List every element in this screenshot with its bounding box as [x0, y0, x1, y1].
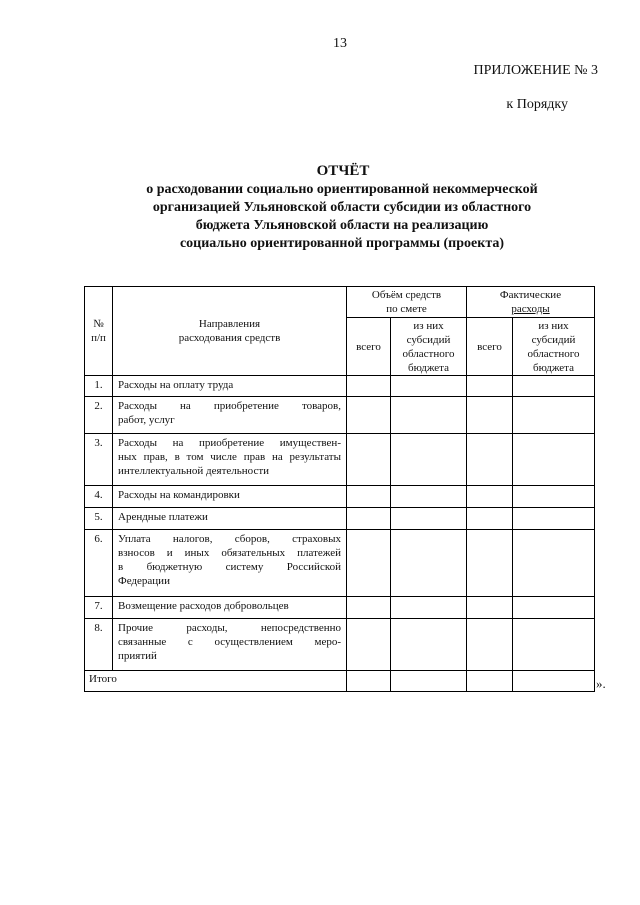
row-direction: Расходы на приобретение имуществен- ных прав, в том числе прав на результаты интеллектуальной деятельности: [113, 434, 347, 486]
cell-budget-total: [347, 397, 391, 434]
table-row: [85, 434, 595, 486]
subtitle-line: бюджета Ульяновской области на реализацию: [195, 218, 489, 233]
table-row: [85, 397, 595, 434]
closing-quote: ».: [596, 676, 606, 691]
cell-budget-total: [347, 597, 391, 619]
cell-actual-total: [467, 434, 513, 486]
report-subtitle: [110, 181, 574, 253]
table-row: [85, 376, 595, 397]
cell-budget-subsidy: [391, 376, 467, 397]
row-direction: Арендные платежи: [113, 508, 347, 530]
row-number: 4.: [85, 486, 113, 508]
row-number: 8.: [85, 619, 113, 671]
cell-actual-subsidy: [513, 671, 595, 692]
order-reference: к Порядку: [506, 97, 568, 112]
total-label: Итого: [85, 671, 347, 692]
table-row: [85, 597, 595, 619]
cell-actual-subsidy: [513, 376, 595, 397]
row-number: 5.: [85, 508, 113, 530]
cell-budget-total: [347, 671, 391, 692]
total-row: [85, 671, 595, 692]
cell-budget-subsidy: [391, 397, 467, 434]
subheader-budget-subsidy: из них субсидий областного бюджета: [391, 318, 467, 376]
row-number: 7.: [85, 597, 113, 619]
cell-actual-total: [467, 597, 513, 619]
header-num: № п/п: [85, 287, 113, 376]
row-direction: Расходы на оплату труда: [113, 376, 347, 397]
cell-budget-total: [347, 376, 391, 397]
subtitle-line: социально ориентированной программы (проекта): [179, 236, 505, 251]
row-direction: Уплата налогов, сборов, страховых взносов и иных обязательных платежей в бюджетную систему Российской Федерации: [113, 530, 347, 597]
expense-report-table: [84, 286, 595, 692]
page-number: 13: [333, 36, 347, 51]
cell-actual-subsidy: [513, 597, 595, 619]
cell-actual-total: [467, 508, 513, 530]
table-row: [85, 486, 595, 508]
header-direction: Направления расходования средств: [113, 287, 347, 376]
cell-actual-total: [467, 397, 513, 434]
row-number: 2.: [85, 397, 113, 434]
cell-budget-total: [347, 508, 391, 530]
cell-budget-total: [347, 486, 391, 508]
cell-actual-total: [467, 486, 513, 508]
header-budget: Объём средств по смете: [347, 287, 467, 318]
cell-budget-subsidy: [391, 486, 467, 508]
cell-budget-subsidy: [391, 434, 467, 486]
cell-budget-subsidy: [391, 671, 467, 692]
cell-budget-subsidy: [391, 619, 467, 671]
subheader-actual-total: всего: [467, 318, 513, 376]
table-row: [85, 530, 595, 597]
cell-actual-subsidy: [513, 397, 595, 434]
cell-budget-total: [347, 619, 391, 671]
subheader-budget-total: всего: [347, 318, 391, 376]
cell-budget-subsidy: [391, 597, 467, 619]
appendix-label: ПРИЛОЖЕНИЕ № 3: [473, 63, 598, 78]
cell-actual-total: [467, 530, 513, 597]
row-number: 6.: [85, 530, 113, 597]
cell-actual-subsidy: [513, 530, 595, 597]
cell-actual-total: [467, 671, 513, 692]
subheader-actual-subsidy: из них субсидий областного бюджета: [513, 318, 595, 376]
cell-actual-subsidy: [513, 508, 595, 530]
table-header-row: [85, 287, 595, 318]
cell-actual-subsidy: [513, 434, 595, 486]
row-direction: Возмещение расходов добровольцев: [113, 597, 347, 619]
cell-actual-total: [467, 619, 513, 671]
row-direction: Расходы на приобретение товаров, работ, услуг: [113, 397, 347, 434]
cell-actual-total: [467, 376, 513, 397]
subtitle-line: организацией Ульяновской области субсидии из областного: [152, 200, 532, 215]
table-row: [85, 619, 595, 671]
table-row: [85, 508, 595, 530]
row-number: 1.: [85, 376, 113, 397]
subtitle-line: о расходовании социально ориентированной некоммерческой: [146, 182, 538, 197]
cell-actual-subsidy: [513, 486, 595, 508]
cell-budget-subsidy: [391, 530, 467, 597]
row-number: 3.: [85, 434, 113, 486]
cell-budget-total: [347, 434, 391, 486]
cell-budget-subsidy: [391, 508, 467, 530]
row-direction: Расходы на командировки: [113, 486, 347, 508]
cell-actual-subsidy: [513, 619, 595, 671]
report-title: ОТЧЁТ: [316, 163, 370, 179]
header-actual: Фактические расходы: [467, 287, 595, 318]
row-direction: Прочие расходы, непосредственно связанные с осуществлением меро- приятий: [113, 619, 347, 671]
cell-budget-total: [347, 530, 391, 597]
